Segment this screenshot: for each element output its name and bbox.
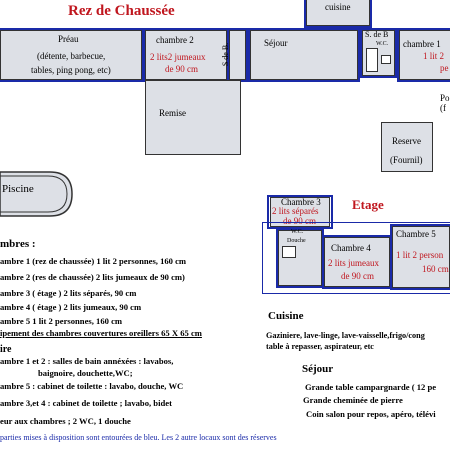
sdb-wc-label: W.C. — [376, 41, 389, 47]
chambre3-beds-2: de 90 cm — [283, 216, 316, 226]
chambre2-beds-1: 2 lits2 jumeaux — [150, 52, 206, 62]
legend-s3: ambre 3,et 4 : cabinet de toilette ; lavabo, bidet — [0, 398, 172, 408]
cuisine-2: table à repasser, aspirateur, etc — [266, 342, 374, 351]
legend-s4: eur aux chambres ; 2 WC, 1 douche — [0, 416, 131, 426]
chambre4-beds-2: de 90 cm — [341, 271, 374, 281]
sejour-outline — [248, 28, 360, 82]
equip-title — [0, 328, 202, 338]
legend-ch4: ambre 4 ( étage ) 2 lits jumeaux, 90 cm — [0, 302, 142, 312]
preau-label: Préau — [58, 34, 79, 44]
rez-heading: Rez de Chaussée — [68, 3, 175, 19]
fournil-label: (Fournil) — [390, 155, 423, 165]
legend-s1b: baignoire, douchette,WC; — [38, 368, 133, 378]
cuisine-title: Cuisine — [268, 310, 304, 322]
equip-text: couvertures oreillers 65 X 65 cm — [81, 328, 202, 338]
chambre2-beds-2: de 90 cm — [165, 64, 198, 74]
sdb-fixture-1 — [381, 55, 391, 64]
chambre5-beds-2: 160 cm — [422, 264, 449, 274]
sejour-label: Séjour — [264, 38, 288, 48]
chambre4-label: Chambre 4 — [331, 243, 371, 253]
chambre1-label: chambre 1 — [403, 39, 441, 49]
sdb-fixture-2 — [366, 48, 378, 72]
etage-heading: Etage — [352, 197, 384, 212]
cuisine-label: cuisine — [325, 2, 351, 12]
sejour-3: Coin salon pour repos, apéro, télévi — [306, 409, 436, 419]
wc-label: W.C. — [291, 229, 304, 235]
chambre5-label: Chambre 5 — [396, 229, 436, 239]
sejour-1: Grande table campargnarde ( 12 pe — [305, 382, 437, 392]
side-text-1: Po — [440, 93, 450, 103]
legend-s1: ambre 1 et 2 : salles de bain annéxées : lavabos, — [0, 356, 174, 366]
legend-ch1: ambre 1 (rez de chaussée) 1 lit 2 personnes, 160 cm — [0, 256, 187, 266]
legend-ch3: ambre 3 ( étage ) 2 lits séparés, 90 cm — [0, 288, 137, 298]
chambre3-beds-1: 2 lits séparés — [272, 206, 319, 216]
chambre5-beds-1: 1 lit 2 person — [396, 250, 444, 260]
sdb-vertical-label: S de B. — [221, 42, 231, 67]
sanitaires-title: ire — [0, 344, 12, 355]
legend-s2: ambre 5 : cabinet de toilette : lavabo, douche, WC — [0, 381, 184, 391]
sdb-label: S. de B — [365, 30, 389, 39]
sejour-title: Séjour — [302, 363, 334, 375]
etage-outline — [262, 222, 450, 294]
preau-desc-2: tables, ping pong, etc) — [31, 65, 111, 75]
piscine-label: Piscine — [2, 183, 34, 195]
douche-label: Douche — [287, 238, 306, 244]
legend-ch2: ambre 2 (res de chaussée) 2 lits jumeaux de 90 cm) — [0, 272, 185, 282]
chambre1-beds-1: 1 lit 2 — [423, 51, 445, 61]
sejour-2: Grande cheminée de pierre — [303, 395, 403, 405]
reserve-label: Reserve — [392, 136, 421, 146]
chambre4-beds-1: 2 lits jumeaux — [328, 258, 379, 268]
chambre2-label: chambre 2 — [156, 35, 194, 45]
side-text-2: (f — [440, 103, 446, 113]
cuisine-1: Gaziniere, lave-linge, lave-vaisselle,frigo/cong — [266, 331, 425, 340]
footer-note: parties mises à disposition sont entourées de bleu. Les 2 autre locaux sont des réserves — [0, 433, 277, 442]
preau-desc-1: (détente, barbecue, — [37, 51, 106, 61]
chambres-title: mbres : — [0, 238, 36, 250]
legend-ch5: ambre 5 1 lit 2 personnes, 160 cm — [0, 316, 123, 326]
chambre1-beds-2: pe — [440, 63, 449, 73]
remise-label: Remise — [159, 108, 186, 118]
chambre3-label: Chambre 3 — [281, 197, 321, 207]
equip-title-text: ipement des chambres — [0, 328, 82, 338]
